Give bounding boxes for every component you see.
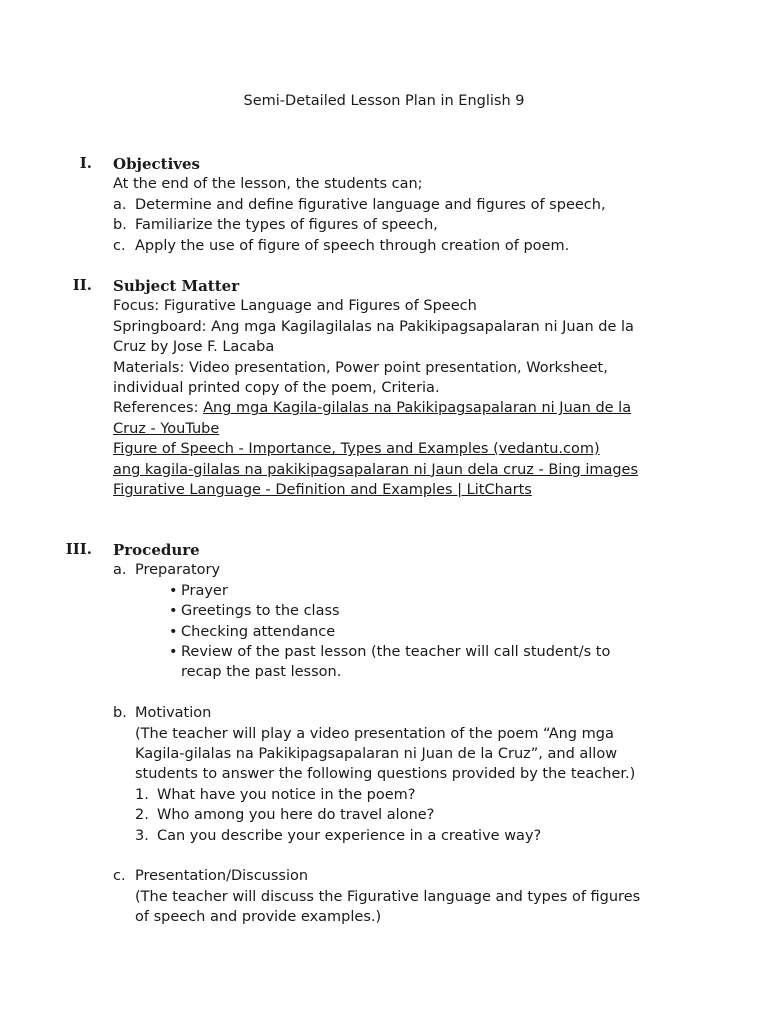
reference-link-youtube[interactable]: Cruz - YouTube [113,420,220,437]
section-number: III. [65,540,92,558]
motivation-desc: students to answer the following questions provided by the teacher.) [135,766,636,783]
objective-item: b. Familiarize the types of figures of speech, [113,217,438,234]
list-item: • Checking attendance [113,622,673,642]
motivation-label: Motivation [135,705,212,722]
bullet-icon: • [169,623,178,640]
motivation-questions [135,785,673,846]
references-line [113,398,673,418]
procedure-preparatory: a. Preparatory [113,562,221,579]
presentation-desc: (The teacher will discuss the Figurative language and types of figures [135,888,641,905]
objective-item: a. Determine and define figurative language and figures of speech, [113,196,606,213]
list-item: • Prayer [113,581,673,601]
preparatory-label: Preparatory [135,562,221,579]
objective-item: c. Apply the use of figure of speech through creation of poem. [113,237,570,254]
procedure-heading: Procedure [113,541,200,559]
objectives-list [113,195,673,256]
subject-matter-heading: Subject Matter [113,277,240,295]
document-title: Semi-Detailed Lesson Plan in English 9 [243,93,525,109]
procedure-presentation: c. Presentation/Discussion [113,868,309,885]
presentation-label: Presentation/Discussion [135,868,309,885]
springboard-line: Cruz by Jose F. Lacaba [113,339,275,356]
objectives-heading: Objectives [113,155,200,173]
reference-link-youtube[interactable]: Ang mga Kagila-gilalas na Pakikipagsapalaran ni Juan de la [203,400,632,417]
motivation-desc: Kagila-gilalas na Pakikipagsapalaran ni Juan de la Cruz”, and allow [135,746,618,763]
question-item: 3. Can you describe your experience in a creative way? [135,827,542,844]
references-label: References: [113,400,204,417]
reference-link-vedantu[interactable]: Figure of Speech - Importance, Types and Examples (vedantu.com) [113,441,600,458]
bullet-icon: • [169,582,178,599]
objectives-intro: At the end of the lesson, the students can; [113,176,423,193]
question-item: 1. What have you notice in the poem? [135,786,416,803]
list-item: • Greetings to the class [113,601,673,621]
list-item: • Review of the past lesson (the teacher will call student/s to [113,642,673,662]
section-number: I. [79,154,92,172]
presentation-desc: of speech and provide examples.) [135,909,382,926]
reference-link-litcharts[interactable]: Figurative Language - Definition and Examples | LitCharts [113,482,532,499]
procedure-motivation: b. Motivation [113,705,212,722]
section-number: II. [72,276,92,294]
materials-line: Materials: Video presentation, Power point presentation, Worksheet, [113,359,608,376]
springboard-line: Springboard: Ang mga Kagilagilalas na Pakikipagsapalaran ni Juan de la [113,318,634,335]
preparatory-list [113,581,673,683]
reference-link-bing[interactable]: ang kagila-gilalas na pakikipagsapalaran ni Jaun dela cruz - Bing images [113,461,639,478]
focus-line: Focus: Figurative Language and Figures of Speech [113,298,477,315]
motivation-desc: (The teacher will play a video presentation of the poem “Ang mga [135,725,614,742]
materials-line: individual printed copy of the poem, Criteria. [113,380,440,397]
question-item: 2. Who among you here do travel alone? [135,807,435,824]
list-item-continuation: recap the past lesson. [181,664,342,681]
bullet-icon: • [169,603,178,620]
bullet-icon: • [169,644,178,661]
